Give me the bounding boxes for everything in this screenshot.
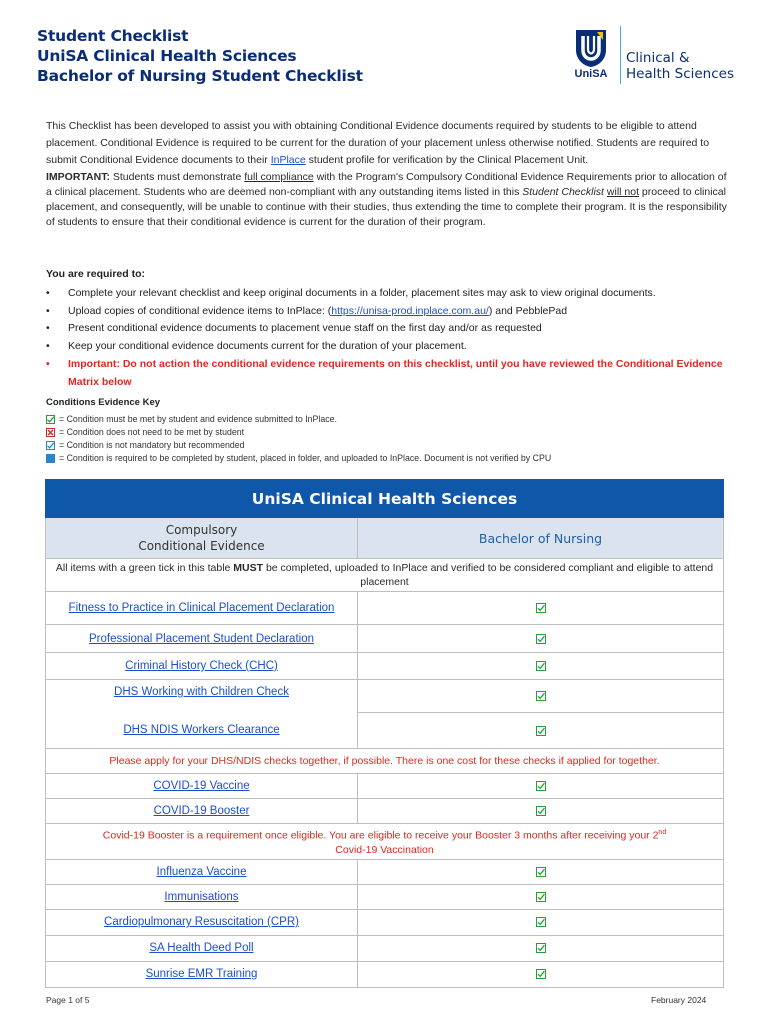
- evidence-item-link[interactable]: COVID-19 Booster: [46, 799, 358, 824]
- requirement-upload-text: Upload copies of conditional evidence items to InPlace: (: [68, 304, 332, 317]
- green-tick-icon: [536, 867, 546, 877]
- key-row-green: [46, 413, 551, 426]
- intro-text: [46, 118, 730, 230]
- tick-cell: [358, 653, 724, 680]
- table-row: [46, 961, 724, 987]
- tick-cell: [358, 592, 724, 625]
- table-row: [46, 935, 724, 961]
- green-tick-icon: [46, 415, 55, 424]
- table-row: [46, 653, 724, 680]
- booster-note: [46, 824, 724, 860]
- booster-note-text-end: Covid-19 Vaccination: [335, 843, 434, 856]
- green-tick-icon: [536, 806, 546, 816]
- intro-p1-text: This Checklist has been developed to assist you with obtaining Conditional Evidence documents required by students to be eligible to attend placement. Conditional Evidence is required to be current for the duration of your placement unless otherwise notified. Students are required to submit Conditional Evidence documents to their: [46, 120, 710, 166]
- tick-cell: [358, 884, 724, 909]
- green-tick-icon: [536, 781, 546, 791]
- evidence-item-link[interactable]: Sunrise EMR Training: [46, 961, 358, 987]
- table-row: [46, 680, 724, 713]
- key-row-blue: [46, 439, 551, 452]
- evidence-key-list: [46, 413, 551, 465]
- tick-cell: [358, 799, 724, 824]
- evidence-item-link[interactable]: DHS NDIS Workers Clearance: [46, 713, 358, 749]
- requirement-item: [46, 303, 736, 321]
- table-row: [46, 625, 724, 653]
- intro-p1-text-end: student profile for verification by the Clinical Placement Unit.: [305, 154, 589, 166]
- green-tick-icon: [536, 892, 546, 902]
- will-not-text: will not: [606, 186, 640, 198]
- logo-text: [626, 50, 734, 82]
- unisa-logo: [568, 26, 738, 86]
- note-must: MUST: [233, 562, 264, 574]
- table-row: [46, 909, 724, 935]
- key-text-solid: = Condition is required to be completed by student, placed in folder, and uploaded to InPlace. Document is not verified by CPU: [59, 453, 552, 463]
- green-tick-icon: [536, 943, 546, 953]
- table-row: [46, 884, 724, 909]
- title-line-1: Student Checklist: [37, 27, 189, 45]
- tick-cell: [358, 680, 724, 713]
- evidence-key-heading: Conditions Evidence Key: [46, 397, 161, 408]
- tick-cell: [358, 909, 724, 935]
- footer-date: February 2024: [651, 995, 707, 1005]
- booster-note-sup: nd: [658, 829, 667, 836]
- booster-note-text: Covid-19 Booster is a requirement once eligible. You are eligible to receive your Booster 3 months after receiving your 2: [102, 829, 659, 842]
- requirement-item: • Complete your relevant checklist and keep original documents in a folder, placement sites may ask to view original documents.: [46, 285, 736, 303]
- column-header-evidence: [46, 518, 358, 559]
- evidence-item-link[interactable]: Cardiopulmonary Resuscitation (CPR): [46, 909, 358, 935]
- key-text-blue: = Condition is not mandatory but recommended: [59, 440, 245, 450]
- key-row-red: [46, 426, 551, 439]
- student-checklist-italic: Student Checklist: [522, 186, 604, 198]
- requirements-heading: You are required to:: [46, 268, 145, 280]
- table-row: [46, 799, 724, 824]
- key-row-solid: [46, 452, 551, 465]
- tick-cell: [358, 625, 724, 653]
- evidence-item-link[interactable]: DHS Working with Children Check: [46, 680, 358, 713]
- tick-cell: [358, 774, 724, 799]
- blue-square-icon: [46, 454, 55, 463]
- key-text-red: = Condition does not need to be met by student: [59, 427, 245, 437]
- blue-tick-icon: [46, 441, 55, 450]
- evidence-item-link[interactable]: Criminal History Check (CHC): [46, 653, 358, 680]
- requirement-item: • Present conditional evidence documents to placement venue staff on the first day and/or as requested: [46, 320, 736, 338]
- tick-cell: [358, 713, 724, 749]
- logo-wordmark: UniSA: [574, 68, 608, 80]
- evidence-item-link[interactable]: Fitness to Practice in Clinical Placement Declaration: [46, 592, 358, 625]
- important-label: IMPORTANT:: [46, 171, 110, 183]
- column-header-program: Bachelor of Nursing: [358, 518, 724, 559]
- requirement-item: • Keep your conditional evidence documents current for the duration of your placement.: [46, 338, 736, 356]
- page-number: Page 1 of 5: [46, 995, 90, 1005]
- table-row: [46, 859, 724, 884]
- green-tick-icon: [536, 661, 546, 671]
- conditional-evidence-table: [45, 479, 724, 988]
- full-compliance-text: full compliance: [244, 171, 314, 183]
- intro-p2-text-c: proceed to clinical placement, and consequently, will be unable to continue with their studies, thus extending the time to complete their program. It is the responsibility of students to ensure that their conditional evidence is current for the duration of their program.: [46, 186, 727, 228]
- logo-text-line-2: Health Sciences: [626, 66, 734, 82]
- dhs-note: Please apply for your DHS/NDIS checks together, if possible. There is one cost for these checks if applied for together.: [46, 749, 724, 774]
- table-row: [46, 774, 724, 799]
- green-tick-icon: [536, 603, 546, 613]
- green-tick-icon: [536, 634, 546, 644]
- green-tick-icon: [536, 726, 546, 736]
- green-tick-icon: [536, 917, 546, 927]
- inplace-url-link[interactable]: https://unisa-prod.inplace.com.au/: [331, 304, 489, 317]
- evidence-item-link[interactable]: Influenza Vaccine: [46, 859, 358, 884]
- evidence-item-link[interactable]: COVID-19 Vaccine: [46, 774, 358, 799]
- key-text-green: = Condition must be met by student and evidence submitted to InPlace.: [59, 414, 337, 424]
- table-row: [46, 592, 724, 625]
- intro-p2-text-a: Students must demonstrate: [109, 171, 245, 183]
- intro-p2-text-b: with the Program's Compulsory Conditional Evidence Requirements prior to allocation of a clinical placement. Students who are deemed non-compliant with any outstanding items listed in this: [46, 171, 727, 198]
- intro-paragraph-2: [46, 170, 730, 230]
- table-title: UniSA Clinical Health Sciences: [46, 480, 724, 518]
- red-cross-icon: [46, 428, 55, 437]
- title-line-3: Bachelor of Nursing Student Checklist: [37, 67, 363, 85]
- green-tick-icon: [536, 969, 546, 979]
- table-row: [46, 713, 724, 749]
- column-header-line-1: Compulsory: [165, 523, 238, 537]
- note-text-a: All items with a green tick in this table: [55, 562, 234, 574]
- column-header-line-2: Conditional Evidence: [138, 539, 265, 553]
- tick-cell: [358, 961, 724, 987]
- inplace-link[interactable]: InPlace: [270, 154, 306, 166]
- document-header: [37, 26, 737, 96]
- table-instruction-note: [46, 559, 724, 592]
- unisa-crest-icon: [572, 28, 610, 68]
- note-text-b: be completed, uploaded to InPlace and verified to be considered compliant and eligible to attend placement: [263, 562, 714, 588]
- tick-cell: [358, 935, 724, 961]
- tick-cell: [358, 859, 724, 884]
- requirement-upload-text-end: ) and PebblePad: [488, 304, 568, 317]
- title-line-2: UniSA Clinical Health Sciences: [37, 47, 297, 65]
- logo-text-line-1: Clinical &: [626, 50, 690, 66]
- logo-divider: [620, 26, 621, 84]
- evidence-item-link[interactable]: SA Health Deed Poll: [46, 935, 358, 961]
- evidence-item-link[interactable]: Immunisations: [46, 884, 358, 909]
- evidence-item-link[interactable]: Professional Placement Student Declaration: [46, 625, 358, 653]
- requirements-list: [46, 285, 736, 391]
- green-tick-icon: [536, 691, 546, 701]
- requirement-important-item: • Important: Do not action the conditional evidence requirements on this checklist, until you have reviewed the Conditional Evidence Matrix below: [46, 355, 736, 391]
- intro-paragraph-1: [46, 118, 730, 169]
